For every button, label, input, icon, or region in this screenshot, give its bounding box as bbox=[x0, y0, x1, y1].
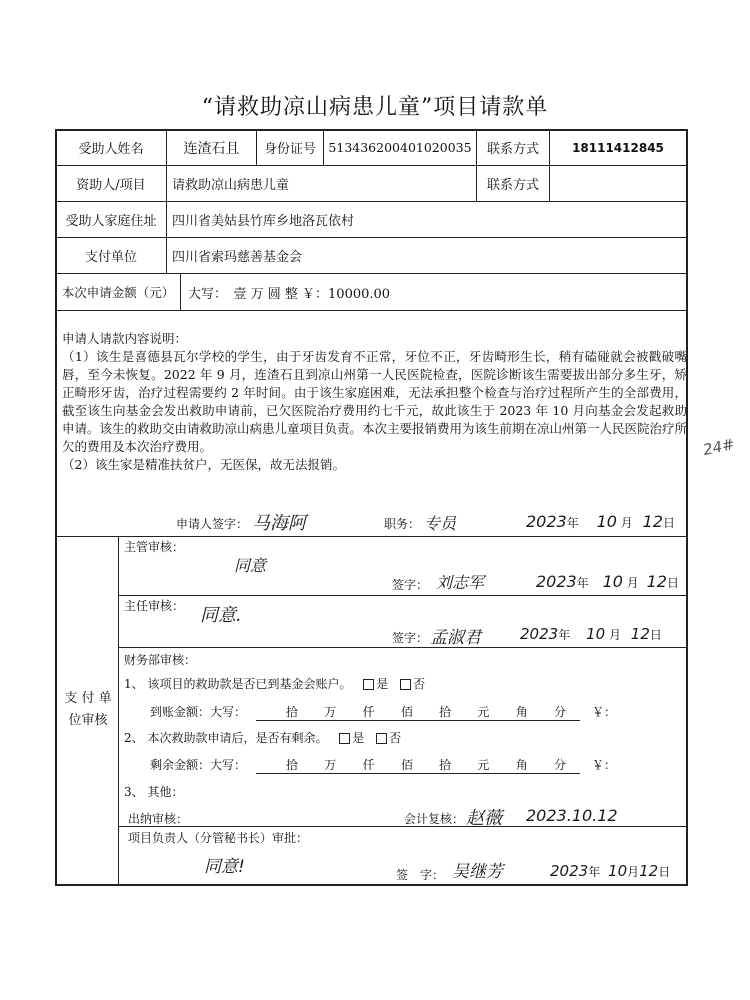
unit-yuan: 元 bbox=[477, 758, 490, 772]
supervisor-date-year: 2023 bbox=[536, 572, 577, 591]
project-lead-date-month: 10 bbox=[608, 862, 628, 880]
day-unit: 日 bbox=[662, 516, 675, 530]
unit-jiao: 角 bbox=[515, 758, 528, 772]
day-unit: 日 bbox=[649, 628, 662, 642]
project-lead-sign-label: 签 字： bbox=[396, 868, 445, 882]
q1-yes-option[interactable] bbox=[363, 677, 388, 691]
accountant-date: 2023.10.12 bbox=[526, 806, 618, 825]
supervisor-label: 主管审核： bbox=[124, 540, 185, 554]
year-unit: 年 bbox=[576, 576, 589, 590]
row-divider bbox=[118, 826, 688, 827]
margin-note: 24# bbox=[701, 434, 737, 460]
paying-unit: 四川省索玛慈善基金会 bbox=[172, 250, 303, 265]
q2-no-label: 否 bbox=[389, 731, 402, 745]
form-title: “请救助凉山病患儿童”项目请款单 bbox=[201, 95, 549, 120]
checkbox-icon[interactable] bbox=[376, 733, 387, 744]
project-lead-signature: 吴继芳 bbox=[452, 862, 503, 882]
applicant-date bbox=[526, 512, 675, 531]
director-label: 主任审核： bbox=[124, 599, 185, 613]
q2-yes-option[interactable] bbox=[339, 731, 364, 745]
id-number: 513436200401020035 bbox=[328, 140, 472, 155]
applicant-date-month: 10 bbox=[596, 512, 617, 531]
label-request-amount: 本次申请金额（元） bbox=[61, 285, 175, 300]
director-date bbox=[520, 625, 662, 643]
unit-shi: 拾 bbox=[286, 758, 299, 772]
cashier-label: 出纳审核： bbox=[128, 812, 189, 826]
unit-qian: 仟 bbox=[362, 758, 375, 772]
director-date-month: 10 bbox=[586, 625, 606, 643]
project-lead-date-year: 2023 bbox=[550, 862, 589, 880]
month-unit: 月 bbox=[627, 865, 640, 879]
received-amount-label: 到账金额：大写： bbox=[150, 705, 247, 719]
unit-shi: 拾 bbox=[439, 758, 452, 772]
finance-label: 财务部审核： bbox=[124, 653, 197, 667]
project-lead-date bbox=[550, 862, 670, 880]
explanation-block bbox=[62, 330, 687, 474]
unit-fen: 分 bbox=[553, 758, 566, 772]
position-signature: 专员 bbox=[424, 514, 457, 533]
director-opinion: 同意. bbox=[200, 605, 242, 626]
request-amount: 大写： 壹 万 圆 整 ￥：10000.00 bbox=[188, 286, 391, 302]
phone-number: 18111412845 bbox=[572, 140, 664, 155]
applicant-sign-label: 申请人签字： bbox=[176, 517, 249, 531]
day-unit: 日 bbox=[666, 576, 679, 590]
finance-question-1 bbox=[124, 675, 425, 692]
checkbox-icon[interactable] bbox=[339, 733, 350, 744]
finance-question-2 bbox=[124, 729, 401, 746]
unit-qian: 仟 bbox=[362, 705, 375, 719]
table-bottom-border bbox=[55, 884, 688, 886]
checkbox-icon[interactable] bbox=[363, 679, 374, 690]
label-home-address: 受助人家庭住址 bbox=[65, 214, 157, 229]
q1-no-option[interactable] bbox=[400, 677, 425, 691]
finance-question-2-text: 2、 本次救助款申请后，是否有剩余。 bbox=[124, 731, 328, 745]
label-recipient-name: 受助人姓名 bbox=[78, 142, 144, 157]
project-lead-label: 项目负责人（分管秘书长）审批： bbox=[128, 831, 309, 845]
approval-section-label: 支 付 单 位审核 bbox=[64, 691, 112, 728]
unit-wan: 万 bbox=[324, 705, 337, 719]
explanation-paragraph-1: （1）该生是喜德县瓦尔学校的学生，由于牙齿发育不正常，牙位不正，牙齿畸形生长，稍有磕碰就会被戳破嘴唇，至今未恢复。2022 年 9 月，连渣石且到凉山州第一人民医院检查，医院诊断该生需要拔出部分多生牙，矫正畸形牙齿，治疗过程需要约 2 年时间。由于该生家庭困难，无法承担整个检查与治疗过程所产生的全部费用，截至该生向基金会发出救助申请前，已欠医院治疗费用约七千元，故此该生于 2023 年 10 月向基金会发起救助申请。该生的救助交由请救助凉山病患儿童项目负责。本次主要报销费用为该生前期在凉山州第一人民医院治疗所欠的费用及本次治疗费用。 bbox=[62, 349, 688, 454]
label-contact: 联系方式 bbox=[486, 142, 539, 157]
q1-no-label: 否 bbox=[413, 677, 426, 691]
supervisor-date-day: 12 bbox=[646, 572, 667, 591]
year-unit: 年 bbox=[558, 628, 571, 642]
q2-yes-label: 是 bbox=[352, 731, 365, 745]
unit-shi: 拾 bbox=[439, 705, 452, 719]
col-divider bbox=[118, 536, 119, 885]
year-unit: 年 bbox=[588, 865, 601, 879]
supervisor-signature: 刘志军 bbox=[436, 573, 485, 592]
label-paying-unit: 支付单位 bbox=[84, 250, 137, 265]
unit-shi: 拾 bbox=[286, 705, 299, 719]
unit-wan: 万 bbox=[324, 758, 337, 772]
home-address: 四川省美姑县竹库乡地洛瓦依村 bbox=[172, 214, 355, 229]
applicant-date-year: 2023 bbox=[526, 512, 567, 531]
unit-bai: 佰 bbox=[400, 758, 413, 772]
project-lead-date-day: 12 bbox=[639, 862, 659, 880]
q1-yes-label: 是 bbox=[376, 677, 389, 691]
director-signature: 孟淑君 bbox=[430, 628, 481, 648]
recipient-name: 连渣石且 bbox=[183, 140, 240, 157]
director-date-year: 2023 bbox=[520, 625, 559, 643]
project-lead-opinion: 同意! bbox=[204, 857, 245, 877]
applicant-date-day: 12 bbox=[642, 512, 663, 531]
year-unit: 年 bbox=[566, 516, 579, 530]
col-divider bbox=[180, 273, 181, 310]
remaining-amount-units bbox=[256, 756, 580, 774]
director-date-day: 12 bbox=[630, 625, 650, 643]
remaining-amount-yen: ￥： bbox=[592, 758, 617, 772]
explanation-heading: 申请人请款内容说明： bbox=[62, 331, 188, 346]
month-unit: 月 bbox=[620, 516, 633, 530]
applicant-signature: 马海阿 bbox=[252, 513, 306, 534]
remaining-amount-label: 剩余金额：大写： bbox=[150, 758, 247, 772]
sponsor-project: 请救助凉山病患儿童 bbox=[172, 178, 290, 193]
unit-jiao: 角 bbox=[515, 705, 528, 719]
checkbox-icon[interactable] bbox=[400, 679, 411, 690]
month-unit: 月 bbox=[626, 576, 639, 590]
row-divider bbox=[118, 647, 688, 648]
received-amount-units bbox=[256, 703, 580, 721]
position-label: 职务： bbox=[384, 517, 421, 531]
explanation-paragraph-2: （2）该生家是精准扶贫户，无医保，故无法报销。 bbox=[62, 457, 345, 472]
received-amount-yen: ￥： bbox=[592, 705, 617, 719]
accountant-label: 会计复核： bbox=[404, 812, 465, 826]
finance-question-1-text: 1、 该项目的救助款是否已到基金会账户。 bbox=[124, 677, 352, 691]
accountant-signature: 赵薇 bbox=[466, 808, 502, 829]
supervisor-date-month: 10 bbox=[602, 572, 623, 591]
row-divider bbox=[55, 536, 688, 537]
day-unit: 日 bbox=[658, 865, 671, 879]
row-divider bbox=[118, 595, 688, 596]
unit-bai: 佰 bbox=[400, 705, 413, 719]
month-unit: 月 bbox=[608, 628, 621, 642]
label-contact-2: 联系方式 bbox=[486, 178, 539, 193]
supervisor-date bbox=[536, 572, 679, 591]
unit-yuan: 元 bbox=[477, 705, 490, 719]
unit-fen: 分 bbox=[553, 705, 566, 719]
q2-no-option[interactable] bbox=[376, 731, 401, 745]
supervisor-sign-label: 签字： bbox=[392, 578, 429, 592]
supervisor-opinion: 同意 bbox=[234, 556, 267, 575]
row-divider bbox=[55, 310, 688, 311]
finance-question-3: 3、 其他： bbox=[124, 785, 184, 799]
director-sign-label: 签字： bbox=[392, 631, 429, 645]
label-id-number: 身份证号 bbox=[263, 142, 316, 157]
label-sponsor-project: 资助人/项目 bbox=[76, 178, 146, 193]
table-right-border bbox=[686, 129, 688, 885]
